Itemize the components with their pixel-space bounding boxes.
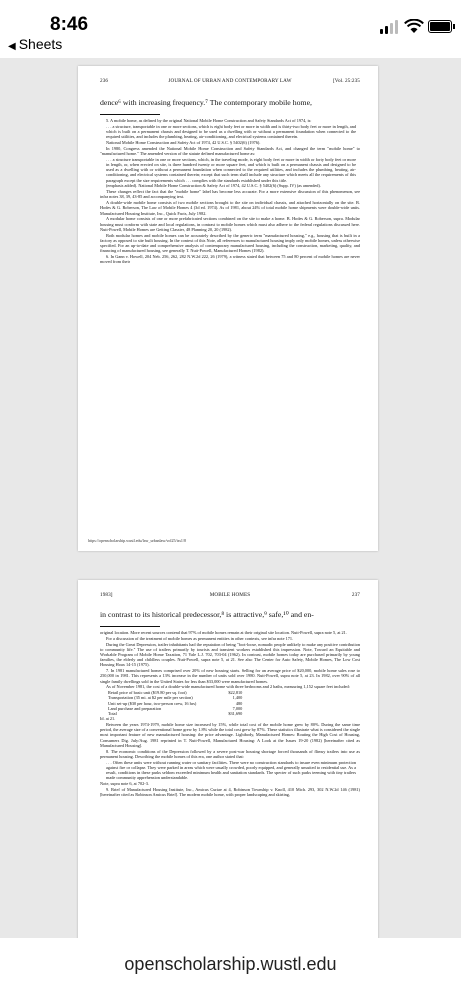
site-domain[interactable]: openscholarship.wustl.edu [124,954,337,974]
footnote-paragraph: A modular home consists of one or more prefabricated sections combined on the site to make a home. B. Hodes & G. Roberson, supra. Modular housing must conform with state and local regulations, in contrast to mobile homes which must also adhere to the federal regulations discussed here. Nutt-Powell, Mobile Homes are Getting Classier, 48 Planning 20, 20 (1982). [100,216,360,232]
back-arrow-icon: ◀ [8,41,16,52]
footnote-paragraph: 7. In 1981 manufactured homes comprised over 20% of new housing starts. Selling for an average price of $20,000, mobile home sales rose to 250,000 in 1981. This represents a 13% increase in the number of units sold over 1980. Nutt-Powell, supra note 5, at 23. In 1982, over 90% of all single family dwellings sold in the United States for less than $33,000 were manufactured homes. [100,668,360,684]
footnote-paragraph: These changes reflect the fact that the "mobile home" label has become less accurate. For a more extensive discussion of this phenomenon, see infra notes 38, 39, 43-85 and accompanying text. [100,189,360,200]
footnote-quotation: . . . Often these units were without running water or sanitary facilities. There were no construction standards to insure even minimum protection against fire or collapse. They were parked in areas which were usually crowded, poorly equipped, and generally unsuited to residential use. As a result, conditions in these parks seldom exceeded minimum health and sanitation standards. The specter of such parks teeming with tiny trailers made community apprehension understandable. [106,759,356,781]
cost-amount: $22,810 [228,690,243,696]
body-text-line: dence⁶ with increasing frequency.⁷ The contemporary mobile home, [100,98,312,107]
footnote-paragraph: 8. The economic conditions of the Depression followed by a severe post-war housing shortage forced thousands of flimsy trailers into use as permanent housing. Describing the mobile homes of this era, one author stated that: [100,748,360,759]
footnote-quotation: . . . a structure, transportable in one or more sections, which is eight body feet or more in width and is thirty-two body feet or more in length, and which is built on a permanent chassis and designed to be used as a dwelling with or without a permanent foundation when connected to the required utilities, and includes the plumbing, heating, air-conditioning, and electrical systems contained therein. [106,123,356,140]
footnote-paragraph: A double-wide mobile home consists of two mobile sections brought to the site on individual chassis, and attached horizontally on the site. B. Hodes & G. Roberson, The Law of Mobile Homes 4 (3d ed. 1974). As of 1981, about 24% of total mobile home shipments were double-wide units. Manufactured Housing Institute, Inc., Quick Facts, July 1982. [100,200,360,216]
cost-amount: 1,400 [232,695,243,701]
footnote-quotation: . . . a structure transportable in one or more sections, which, in the traveling mode, is eight body feet or more in width or forty body feet or more in length, or, when erected on site, is three hundred twenty or more square feet, and which is built on a permanent chassis and designed to be used as a dwelling with or without a permanent foundation when connected to the required utilities, and includes the plumbing, heating, air-conditioning, and electrical systems contained therein; except that such term shall include any structure which meets all the requirements of this paragraph except the size requirements which . . . complies with the standards established under this title. [106,156,356,183]
footnote-paragraph: original location. More recent sources contend that 97% of mobile homes remain at their original site location. Nutt-Powell, supra note 5, at 21. [100,630,347,635]
back-label: Sheets [18,36,63,52]
bottom-bar [0,938,461,1000]
signal-icon [380,20,400,34]
footnote-paragraph: For a discussion of the treatment of mobile homes as permanent entities in other contexts, see infra note 171. [106,635,294,641]
document-page-237 [78,580,378,940]
cost-item: Retail price of basic unit ($19.80 per sq. foot) [108,690,187,696]
status-bar [0,0,461,58]
clock: 8:46 [50,14,89,35]
footnote-paragraph: (emphasis added). National Mobile Home Construction & Safety Act of 1974, 42 U.S.C. § 5402(6) (Supp. IV) (as amended). [106,183,321,189]
cost-amount: $31,690 [228,711,243,717]
footnote-paragraph: Between the years 1974-1979, mobile home size increased by 15%, while total cost of the mobile home grew by 80%. During the same time period, the average size of a conventional home grew by 1.8% while the total cost grew by 87%. These statistics illustrate what is considered the single most important feature of new manufactured housing: the price advantage. Lightbody, Manufactured Homes: Routing the High Cost of Housing, Consumers Dig. July/Aug. 1981 reprinted in T. Nutt-Powell, Manufactured Housing: A Look at the Issues 19-20 (1982) [hereinafter cited as Manufactured Housing]. [100,722,360,748]
cost-item: Total [108,711,117,717]
source-url[interactable]: https://openscholarship.wustl.edu/law_urbanlaw/vol25/iss1/8 [88,538,186,543]
footnote-list [100,118,360,264]
header-article-title: MOBILE HOMES [209,592,251,598]
body-text-line: in contrast to its historical predecessor,⁸ is attractive,⁹ safe,¹⁰ and en- [100,610,314,619]
footnote-list [100,630,360,690]
cost-table [108,690,244,716]
footnote-paragraph: 9. Brief of Manufactured Housing Institute, Inc., Amicus Curiae at 4, Robinson Township v. Knoll, 410 Mich. 293, 302 N.W.2d 146 (1981) [hereinafter cited as Robinson Amicus Brief]. The modern mobile home, with proper landscaping and skirting, [100,786,360,798]
cost-amount: 480 [235,700,243,706]
cost-item: Transportation (35 mi. at $2 per mile per section) [108,695,193,701]
footnotes [100,114,360,265]
footnote-list [100,716,360,797]
footnote-paragraph: Id. at 21. [100,716,116,722]
document-page-236 [78,66,378,551]
footnote-rule [100,114,160,115]
footnote-paragraph: As of November 1981, the cost of a double-wide manufactured home with three bedrooms and 2 baths, measuring 1,152 square feet included: [106,684,350,690]
wifi-icon [404,19,424,34]
cost-item: Land purchase and preparation [108,705,162,711]
cost-amount: 7,000 [232,705,243,711]
header-volume: [Vol. 25:235 [332,78,360,84]
footnote-paragraph: 5. A mobile home, as defined by the original National Mobile Home Construction and Safety Standards Act of 1974, is: [106,118,312,123]
header-journal-title: JOURNAL OF URBAN AND CONTEMPORARY LAW [168,78,292,84]
cost-item: Unit set-up ($30 per hour, two-person crew, 16 hrs) [108,700,197,706]
footnote-rule [100,626,160,627]
footnote-paragraph: Note, supra note 6, at 702-3. [100,781,149,787]
footnotes [100,626,360,798]
footnote-paragraph: During the Great Depression, trailer inhabitants had the reputation of being "foot-loose, nomadic people unlikely to make any positive contribution to community life." The use of trailers primarily by tourists and transient workers established this impression. Note, Toward an Equitable and Workable Program of Mobile Home Taxation, 71 Yale L.J. 702, 703-04 (1962). In contrast, mobile homes today are purchased primarily by young families, the elderly and childless couples. Nutt-Powell, supra note 5, at 21. See also The Center for Auto Safety, Mobile Homes, The Low Cost Housing Hoax 14-15 (1975). [100,641,360,668]
back-to-sheets-button[interactable] [8,36,62,52]
footnote-paragraph: In 1980, Congress amended the National Mobile Home Construction and Safety Standards Act, and changed the term "mobile home" to "manufactured home." The amended version of the statute defined manufactured home as: [100,145,360,156]
header-page-number: 237 [351,592,360,598]
document-viewer[interactable] [0,58,461,938]
battery-icon [428,20,452,33]
footnote-paragraph: National Mobile Home Construction and Safety Act of 1974, 42 U.S.C. § 5402(6) (1976). [106,140,261,145]
header-year: 1983] [100,592,113,598]
header-page-number: 236 [100,78,109,84]
footnote-paragraph: Both modular homes and mobile homes can be accurately described by the generic term "manufactured housing," e.g., housing that is built in a factory as opposed to site built housing. In the context of this Note, all references to manufactured housing imply only mobile homes, unless otherwise specified. For an up-to-date and comprehensive analysis of contemporary manufactured housing, including the construction, marketing, quality, and financing of manufactured housing, see generally T. Nutt-Powell, Manufactured Homes (1982). [100,232,360,254]
footnote-paragraph: 6. In Gann v. Howell, 204 Neb. 256, 262, 282 N.W.2d 222, 26 (1979), a witness stated that between 75 and 80 percent of mobile homes are never moved from their [100,254,360,265]
